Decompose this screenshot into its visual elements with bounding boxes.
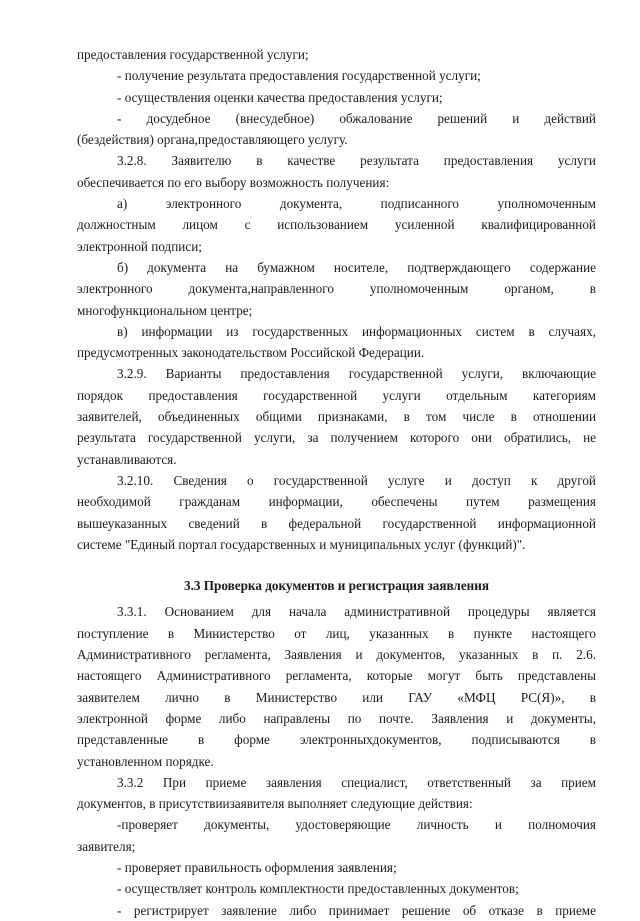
- text-line: устанавливаются.: [77, 451, 177, 467]
- text-line: заявителя;: [77, 838, 136, 854]
- text-line: порядок предоставления государственной услуги отдельным категориям: [77, 387, 596, 403]
- text-line: заявителей, объединенных общими признаками, в том числе в отношении: [77, 409, 596, 425]
- text-line: должностным лицом с использованием усиленной квалифицированной: [77, 217, 596, 233]
- text-line: 3.3.2 При приеме заявления специалист, ответственный за прием: [117, 774, 596, 790]
- text-line: необходимой гражданам информации, обеспечены путем размещения: [77, 494, 596, 510]
- text-line: -проверяет документы, удостоверяющие личность и полномочия: [117, 817, 596, 833]
- text-block-upper: [77, 44, 596, 555]
- text-line: заявителем лично в Министерство или ГАУ «МФЦ РС(Я)», в: [77, 689, 596, 705]
- text-line: электронного документа,направленного уполномоченным органом, в: [77, 281, 596, 297]
- text-line: Административного регламента, Заявления и документов, указанных в п. 2.6.: [77, 647, 596, 663]
- text-line: результата государственной услуги, за получением которого они обратились, не: [77, 430, 596, 446]
- text-line: системе "Единый портал государственных и муниципальных услуг (функций)".: [77, 536, 526, 552]
- section-heading: 3.3 Проверка документов и регистрация заявления: [183, 578, 490, 594]
- text-line: электронной форме либо направлены по почте. Заявления и документы,: [77, 710, 596, 726]
- text-line: 3.2.8. Заявителю в качестве результата предоставления услуги: [117, 153, 596, 169]
- text-line: поступление в Министерство от лиц, указанных в пункте настоящего: [77, 625, 596, 641]
- text-line: - проверяет правильность оформления заявления;: [117, 859, 397, 875]
- text-line: предоставления государственной услуги;: [77, 47, 309, 62]
- text-line: - осуществляет контроль комплектности предоставленных документов;: [117, 881, 519, 897]
- text-line: обеспечивается по его выбору возможность получения:: [77, 174, 390, 190]
- text-line: представленные в форме электронныхдокументов, подписываются в: [77, 732, 596, 748]
- text-line: (бездействия) органа,предоставляющего услугу.: [77, 132, 348, 148]
- text-line: многофункциональном центре;: [77, 302, 253, 318]
- text-line: документов, в присутствиизаявителя выполняет следующие действия:: [77, 796, 473, 812]
- text-line: а) электронного документа, подписанного уполномоченным: [117, 196, 596, 212]
- text-line: - регистрирует заявление либо принимает решение об отказе в приеме: [117, 902, 596, 918]
- text-line: 3.2.9. Варианты предоставления государственной услуги, включающие: [117, 366, 596, 382]
- text-line: настоящего Административного регламента, которые могут быть представлены: [77, 668, 596, 684]
- text-line: установленном порядке.: [77, 753, 214, 769]
- text-line: 3.2.10. Сведения о государственной услуге и доступ к другой: [117, 472, 596, 488]
- text-line: в) информации из государственных информационных систем в случаях,: [117, 323, 596, 339]
- text-block-lower: [77, 601, 596, 920]
- text-line: предусмотренных законодательством Российской Федерации.: [77, 345, 425, 361]
- text-line: - получение результата предоставления государственной услуги;: [117, 68, 481, 84]
- text-line: - досудебное (внесудебное) обжалование решений и действий: [117, 110, 596, 126]
- text-line: 3.3.1. Основанием для начала административной процедуры является: [117, 604, 596, 620]
- text-line: электронной подписи;: [77, 238, 202, 254]
- text-line: б) документа на бумажном носителе, подтверждающего содержание: [117, 259, 596, 275]
- text-line: - осуществления оценки качества предоставления услуги;: [117, 89, 443, 105]
- text-line: вышеуказанных сведений в федеральной государственной информационной: [77, 515, 596, 531]
